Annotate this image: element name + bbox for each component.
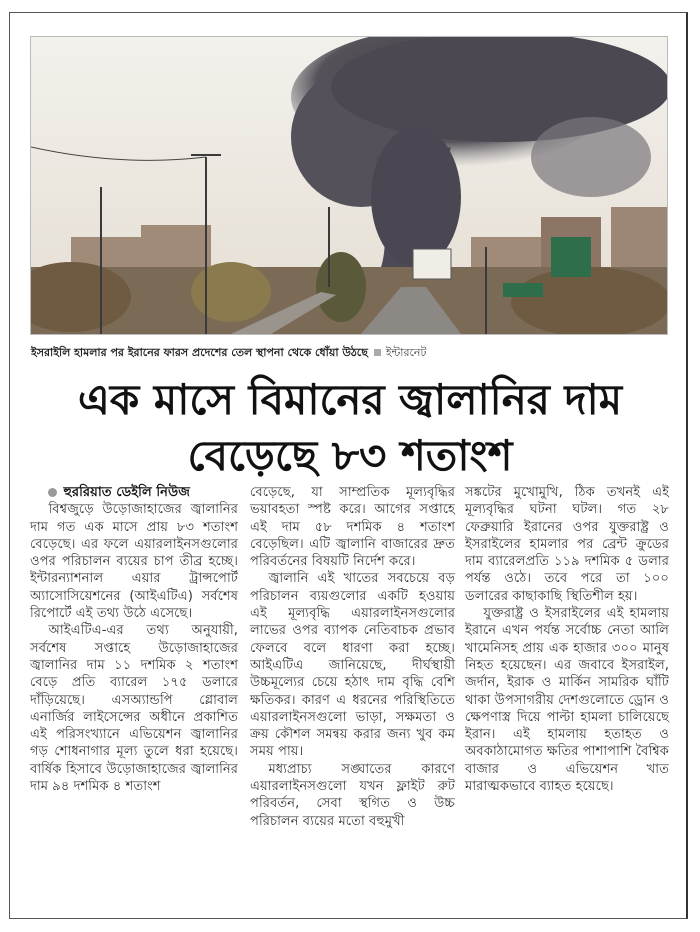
paragraph: জ্বালানি এই খাতের সবচেয়ে বড় পরিচালন ব্যয়গুলোর একটি হওয়ায় এই মূল্যবৃদ্ধি এয়ারলাইনসগুলোর লাভের ওপর ব্যাপক নেতিবাচক প্রভাব ফেলবে বলে ধারণা করা হচ্ছে। আইএটিএ জানিয়েছে, দীর্ঘস্থায়ী উচ্চমূল্যের চেয়ে হঠাৎ দাম বৃদ্ধি বেশি ক্ষতিকর। কারণ এ ধরনের পরিস্থিতিতে এয়ারলাইনসগুলো ভাড়া, সক্ষমতা ও ক্রয় কৌশল সমন্বয় করার জন্য খুব কম সময় পায়। (250, 571, 455, 760)
article-column-3 (465, 484, 669, 795)
byline-text: হুররিয়াত ডেইলি নিউজ (63, 485, 191, 500)
article-column-2 (250, 484, 455, 830)
headline-line-2: বেড়েছে ৮৩ শতাংশ (187, 431, 513, 480)
caption-text: ইসরাইলি হামলার পর ইরানের ফারস প্রদেশের তেল স্থাপনা থেকে ধোঁয়া উঠছে (31, 346, 368, 359)
photo-credit: ইন্টারনেট (385, 346, 427, 359)
paragraph: আইএটিএ-এর তথ্য অনুযায়ী, সর্বশেষ সপ্তাহে উড়োজাহাজের জ্বালানির দাম ১১ দশমিক ২ শতাংশ বেড়ে প্রতি ব্যারেল ১৭৫ ডলারে দাঁড়িয়েছে। এসঅ্যান্ডপি গ্লোবাল এনার্জির লাইসেন্সের অধীনে প্রকাশিত এই পরিসংখ্যানে এভিয়েশন জ্বালানির গড় শোধনাগার মূল্য তুলে ধরা হয়েছে। বার্ষিক হিসাবে উড়োজাহাজের জ্বালানির দাম ৯৪ দশমিক ৪ শতাংশ (30, 623, 238, 795)
byline (30, 484, 238, 501)
headline (20, 372, 680, 484)
paragraph: সঙ্কটের মুখোমুখি, ঠিক তখনই এই মূল্যবৃদ্ধির ঘটনা ঘটল। গত ২৮ ফেব্রুয়ারি ইরানের ওপর যুক্তরাষ্ট্র ও ইসরাইলের হামলার পর ব্রেন্ট ক্রুডের দাম ব্যারেলপ্রতি ১১৯ দশমিক ৫ ডলার পর্যন্ত ওঠে। তবে পরে তা ১০০ ডলারের কাছাকাছি স্থিতিশীল হয়। (465, 485, 669, 604)
headline-line-1: এক মাসে বিমানের জ্বালানির দাম (77, 375, 623, 424)
article-column-1 (30, 484, 238, 795)
paragraph: বেড়েছে, যা সাম্প্রতিক মূল্যবৃদ্ধির ভয়াবহতা স্পষ্ট করে। আগের সপ্তাহে এই দাম ৫৮ দশমিক ৪ শতাংশ বেড়েছিল। এটি জ্বালানি বাজারের দ্রুত পরিবর্তনের বিষয়টি নির্দেশ করে। (250, 485, 455, 570)
photo-caption (31, 344, 671, 363)
paragraph: যুক্তরাষ্ট্র ও ইসরাইলের এই হামলায় ইরানে এখন পর্যন্ত সর্বোচ্চ নেতা আলি খামেনিসহ প্রায় এক হাজার ৩০০ মানুষ নিহত হয়েছেন। এর জবাবে ইসরাইল, জর্দান, ইরাক ও মার্কিন সামরিক ঘাঁটি থাকা উপসাগরীয় দেশগুলোতে ড্রোন ও ক্ষেপণাস্ত্র দিয়ে পাল্টা হামলা চালিয়েছে ইরান। এই হামলায় হতাহত ও অবকাঠামোগত ক্ষতির পাশাপাশি বৈশ্বিক বাজার ও এভিয়েশন খাত মারাত্মকভাবে ব্যাহত হয়েছে। (465, 606, 669, 795)
news-photo-smoke-over-city (30, 36, 668, 335)
bullet-dot-icon (48, 488, 57, 497)
paragraph: মধ্যপ্রাচ্য সঙ্ঘাতের কারণে এয়ারলাইনসগুলো যখন ফ্লাইট রুট পরিবর্তন, সেবা স্থগিত ও উচ্চ পরিচালন ব্যয়ের মতো বহুমুখী (250, 761, 455, 829)
photo-illustration (31, 37, 667, 334)
separator-square-icon (374, 349, 381, 356)
paragraph: বিশ্বজুড়ে উড়োজাহাজের জ্বালানির দাম গত এক মাসে প্রায় ৮৩ শতাংশ বেড়েছে। এর ফলে এয়ারলাইনসগুলোর ওপর পরিচালন ব্যয়ের চাপ তীব্র হচ্ছে। ইন্টারন্যাশনাল এয়ার ট্রান্সপোর্ট অ্যাসোসিয়েশনের (আইএটিএ) সর্বশেষ রিপোর্টে এই তথ্য উঠে এসেছে। (30, 502, 238, 622)
